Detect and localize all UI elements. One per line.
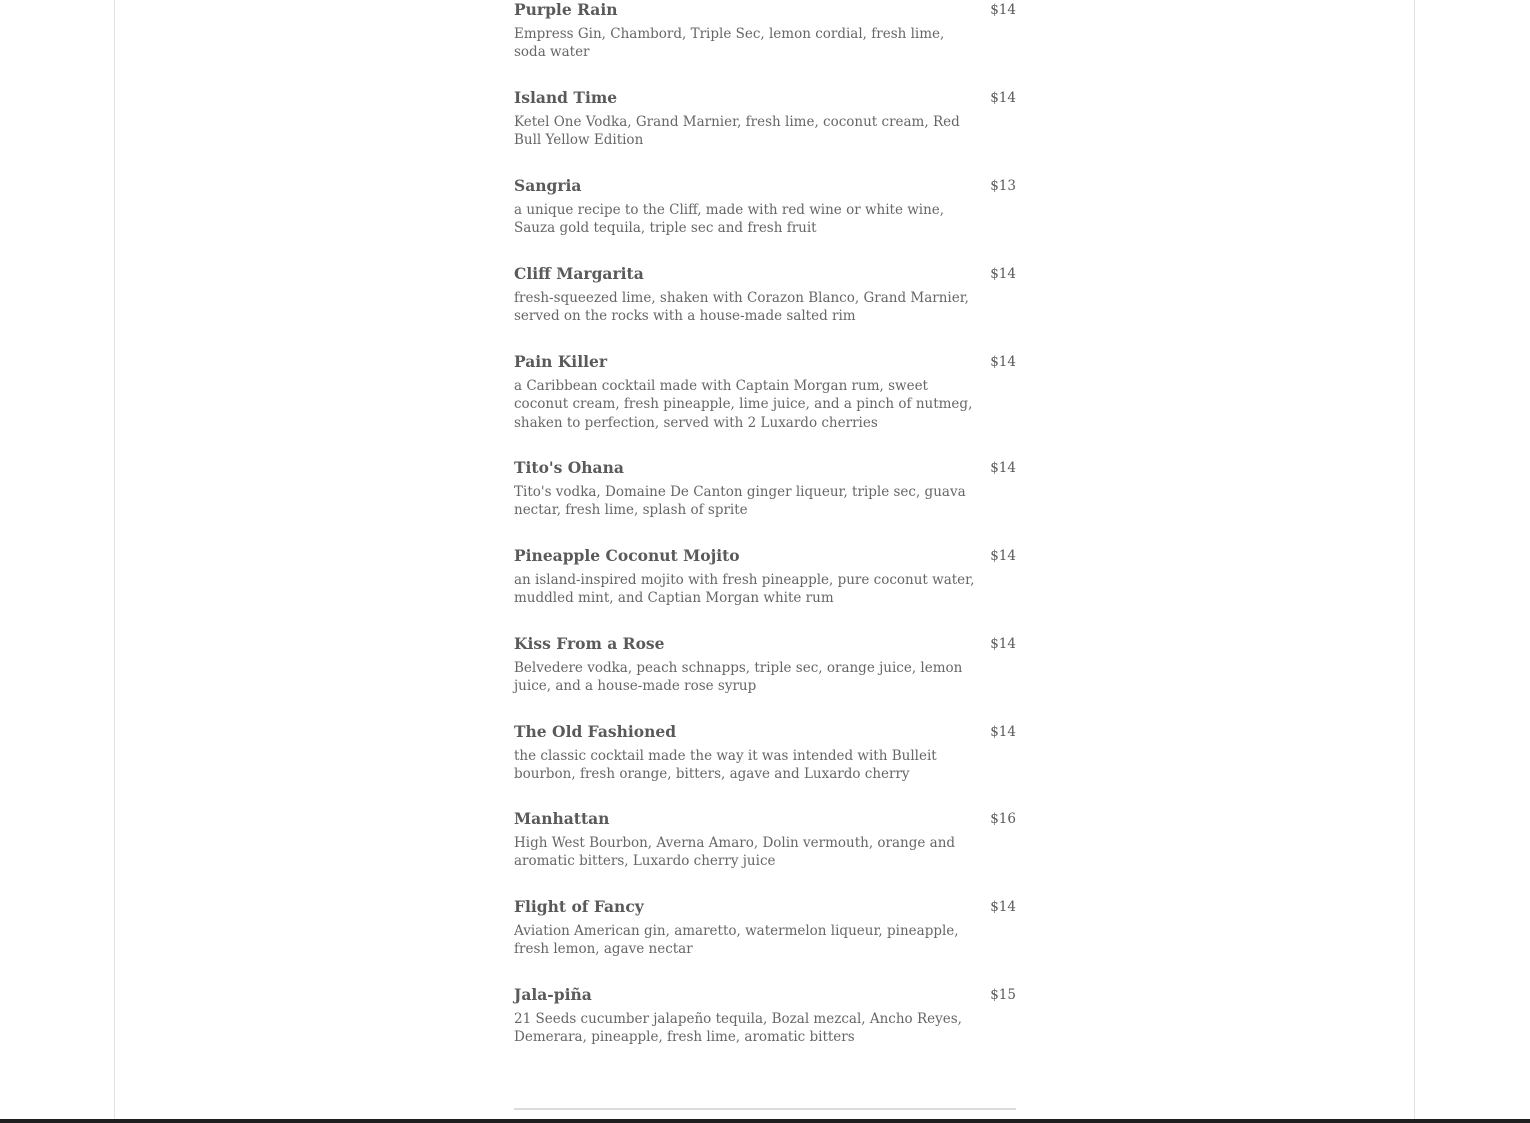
item-description: a unique recipe to the Cliff, made with red wine or white wine, Sauza gold tequila, triple sec and fresh fruit <box>514 202 945 237</box>
item-description: a Caribbean cocktail made with Captain Morgan rum, sweet coconut cream, fresh pineapple, lime juice, and a pinch of nutmeg, shaken to perfection, served with 2 Luxardo cherries <box>514 378 973 431</box>
item-description: Aviation American gin, amaretto, watermelon liqueur, pineapple, fresh lemon, agave nectar <box>514 923 959 958</box>
item-price: $15 <box>990 987 1016 1003</box>
item-price: $14 <box>990 548 1016 564</box>
item-price: $16 <box>990 811 1016 827</box>
item-description: fresh-squeezed lime, shaken with Corazon Blanco, Grand Marnier, served on the rocks with a house-made salted rim <box>514 290 969 325</box>
item-name: Jala-piña <box>514 985 592 1004</box>
item-price: $13 <box>990 178 1016 194</box>
item-name: Sangria <box>514 176 582 195</box>
item-description: Empress Gin, Chambord, Triple Sec, lemon cordial, fresh lime, soda water <box>514 26 945 61</box>
item-price: $14 <box>990 266 1016 282</box>
item-price: $14 <box>990 90 1016 106</box>
item-price: $14 <box>990 899 1016 915</box>
item-description: Belvedere vodka, peach schnapps, triple sec, orange juice, lemon juice, and a house-made rose syrup <box>514 660 963 695</box>
item-name: The Old Fashioned <box>514 722 677 741</box>
item-price: $14 <box>990 460 1016 476</box>
item-description: High West Bourbon, Averna Amaro, Dolin vermouth, orange and aromatic bitters, Luxardo cherry juice <box>514 835 956 870</box>
item-name: Kiss From a Rose <box>514 634 665 653</box>
item-name: Cliff Margarita <box>514 264 644 283</box>
item-name: Island Time <box>514 88 618 107</box>
item-description: 21 Seeds cucumber jalapeño tequila, Bozal mezcal, Ancho Reyes, Demerara, pineapple, fresh lime, aromatic bitters <box>514 1011 962 1046</box>
item-name: Manhattan <box>514 809 610 828</box>
item-name: Purple Rain <box>514 0 618 19</box>
item-description: Tito's vodka, Domaine De Canton ginger liqueur, triple sec, guava nectar, fresh lime, splash of sprite <box>514 484 966 519</box>
item-price: $14 <box>990 354 1016 370</box>
item-name: Flight of Fancy <box>514 897 644 916</box>
item-description: the classic cocktail made the way it was intended with Bulleit bourbon, fresh orange, bitters, agave and Luxardo cherry <box>514 748 937 783</box>
item-name: Tito's Ohana <box>514 458 624 477</box>
item-name: Pineapple Coconut Mojito <box>514 546 740 565</box>
item-description: Ketel One Vodka, Grand Marnier, fresh lime, coconut cream, Red Bull Yellow Edition <box>514 114 960 149</box>
item-price: $14 <box>990 724 1016 740</box>
section-divider <box>514 1108 1016 1110</box>
item-description: an island-inspired mojito with fresh pineapple, pure coconut water, muddled mint, and Captian Morgan white rum <box>514 572 975 607</box>
item-price: $14 <box>990 636 1016 652</box>
item-name: Pain Killer <box>514 352 607 371</box>
bottom-bar <box>0 1119 1530 1123</box>
item-price: $14 <box>990 2 1016 18</box>
